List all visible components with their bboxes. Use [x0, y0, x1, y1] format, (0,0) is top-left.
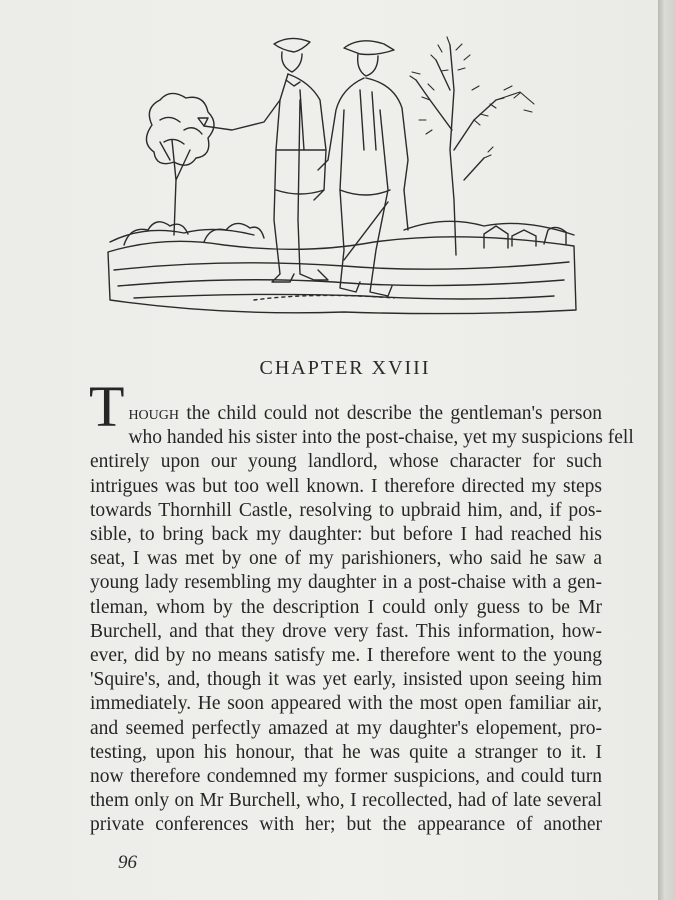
text-line: now therefore condemned my former suspicions, and could turn [90, 766, 602, 788]
text-line: sible, to bring back my daughter: but before I had reached his [90, 524, 602, 546]
chapter-title: CHAPTER XVIII [259, 357, 431, 379]
first-word-smallcaps: hough [128, 403, 179, 424]
text-line: Burchell, and that they drove very fast. This information, how- [90, 620, 602, 642]
text-line: testing, upon his honour, that he was quite a stranger to it. I [90, 741, 602, 763]
text-line: seat, I was met by one of my parishioners, who said he saw a [90, 548, 602, 570]
two-gentlemen-engraving-icon [104, 30, 584, 320]
first-line-rest: the child could not describe the gentleman's person [179, 403, 602, 424]
text-line: tleman, whom by the description I could only guess to be Mr [90, 596, 602, 618]
chapter-body-text [89, 374, 634, 838]
text-line: them only on Mr Burchell, who, I recollected, had of late several [90, 790, 602, 812]
text-line: and seemed perfectly amazed at my daughter's elopement, pro- [90, 717, 602, 739]
text-line: entirely upon our young landlord, whose character for such [90, 451, 602, 473]
text-line: ever, did by no means satisfy me. I therefore went to the young [90, 645, 602, 667]
text-line [90, 380, 602, 426]
text-line: immediately. He soon appeared with the most open familiar air, [90, 693, 602, 715]
page-number: 96 [118, 852, 137, 873]
text-line: intrigues was but too well known. I therefore directed my steps [90, 475, 602, 497]
text-line: towards Thornhill Castle, resolving to upbraid him, and, if pos- [90, 499, 602, 521]
text-line: 'Squire's, and, though it was yet early, insisted upon seeing him [90, 669, 602, 691]
text-line: young lady resembling my daughter in a post-chaise with a gen- [90, 572, 602, 594]
drop-cap: T [89, 374, 125, 439]
adjacent-page-edge [658, 0, 675, 900]
text-line: who handed his sister into the post-chaise, yet my suspicions fell [128, 427, 634, 449]
text-line: private conferences with her; but the appearance of another [90, 814, 602, 836]
